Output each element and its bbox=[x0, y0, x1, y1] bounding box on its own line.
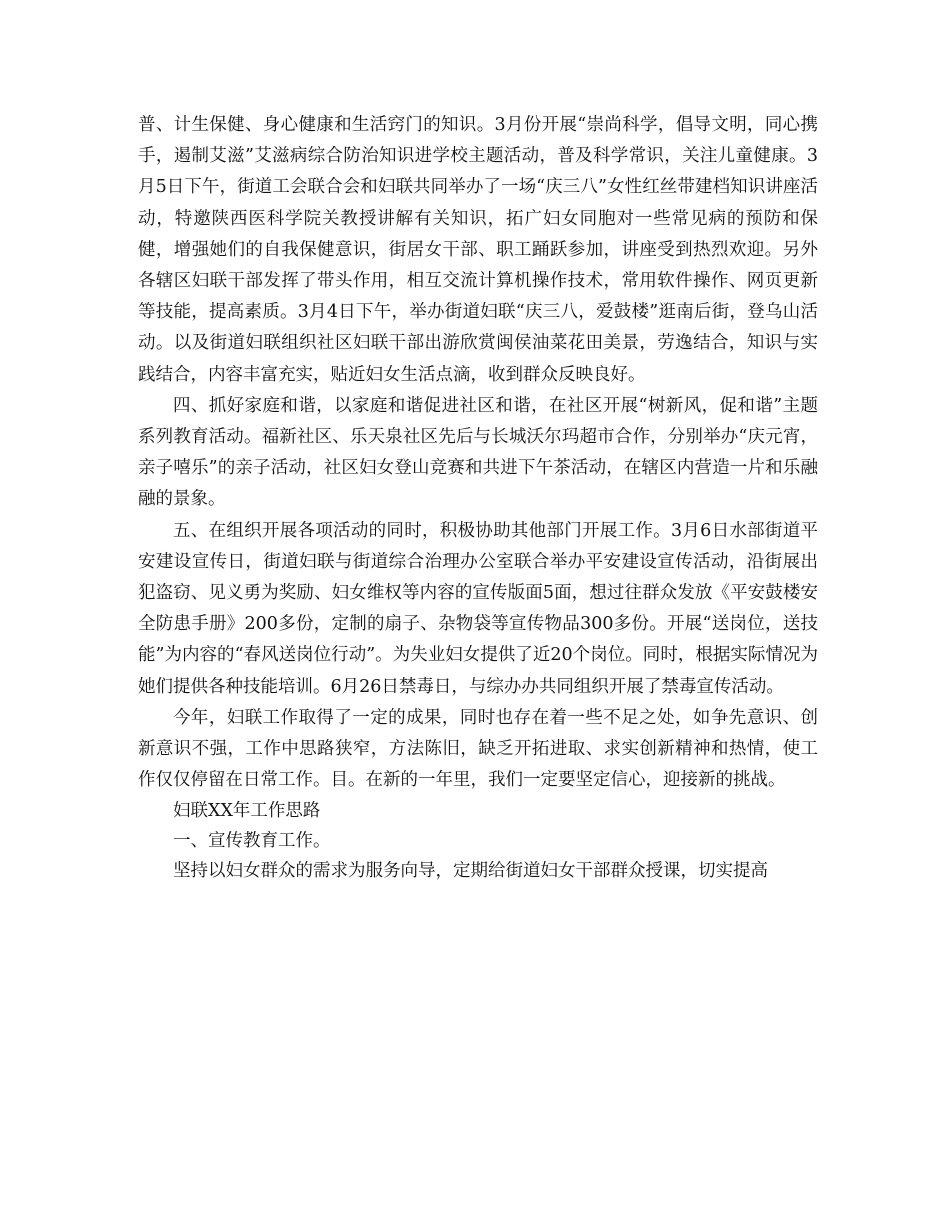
paragraph-education-detail: 坚持以妇女群众的需求为服务向导，定期给街道妇女干部群众授课，切实提高 bbox=[173, 861, 768, 882]
document-body bbox=[138, 110, 818, 888]
paragraph-summary: 今年，妇联工作取得了一定的成果，同时也存在着一些不足之处，如争先意识、创新意识不强，工作中思路狭窄，方法陈旧，缺乏开拓进取、求实创新精神和热情，使工作仅仅停留在日常工作。目。在新的一年里，我们一定要坚定信心，迎接新的挑战。 bbox=[138, 707, 818, 791]
paragraph-assist-departments: 五、在组织开展各项活动的同时，积极协助其他部门开展工作。3月6日水部街道平安建设宣传日，街道妇联与街道综合治理办公室联合举办平安建设宣传活动，沿街展出犯盗窃、见义勇为奖励、妇女维权等内容的宣传版面5面，想过往群众发放《平安鼓楼安全防患手册》200多份，定制的扇子、杂物袋等宣传物品300多份。开展“送岗位，送技能”为内容的“春风送岗位行动”。为失业妇女提供了近20个岗位。同时，根据实际情况为她们提供各种技能培训。6月26日禁毒日，与综办办共同组织开展了禁毒宣传活动。 bbox=[138, 520, 818, 697]
paragraph-health-activities: 普、计生保健、身心健康和生活窍门的知识。3月份开展“崇尚科学，倡导文明，同心携手，遏制艾滋”艾滋病综合防治知识进学校主题活动，普及科学常识，关注儿童健康。3月5日下午，街道工会联合会和妇联共同举办了一场“庆三八”女性红丝带建档知识讲座活动，特邀陕西医科学院关教授讲解有关知识，拓广妇女同胞对一些常见病的预防和保健，增强她们的自我保健意识，街居女干部、职工踊跃参加，讲座受到热烈欢迎。另外各辖区妇联干部发挥了带头作用，相互交流计算机操作技术，常用软件操作、网页更新等技能，提高素质。3月4日下午，举办街道妇联“庆三八，爱鼓楼”逛南后街，登乌山活动。以及街道妇联组织社区妇联干部出游欣赏闽侯油菜花田美景，劳逸结合，知识与实践结合，内容丰富充实，贴近妇女生活点滴，收到群众反映良好。 bbox=[138, 115, 818, 385]
paragraph-family-harmony: 四、抓好家庭和谐，以家庭和谐促进社区和谐，在社区开展“树新风，促和谐”主题系列教育活动。福新社区、乐天泉社区先后与长城沃尔玛超市合作，分别举办“庆元宵，亲子嘻乐”的亲子活动，社区妇女登山竞赛和共进下午茶活动，在辖区内营造一片和乐融融的景象。 bbox=[138, 395, 818, 510]
section-heading-work-plan: 妇联XX年工作思路 bbox=[173, 801, 321, 822]
section-heading-education: 一、宣传教育工作。 bbox=[173, 831, 331, 852]
